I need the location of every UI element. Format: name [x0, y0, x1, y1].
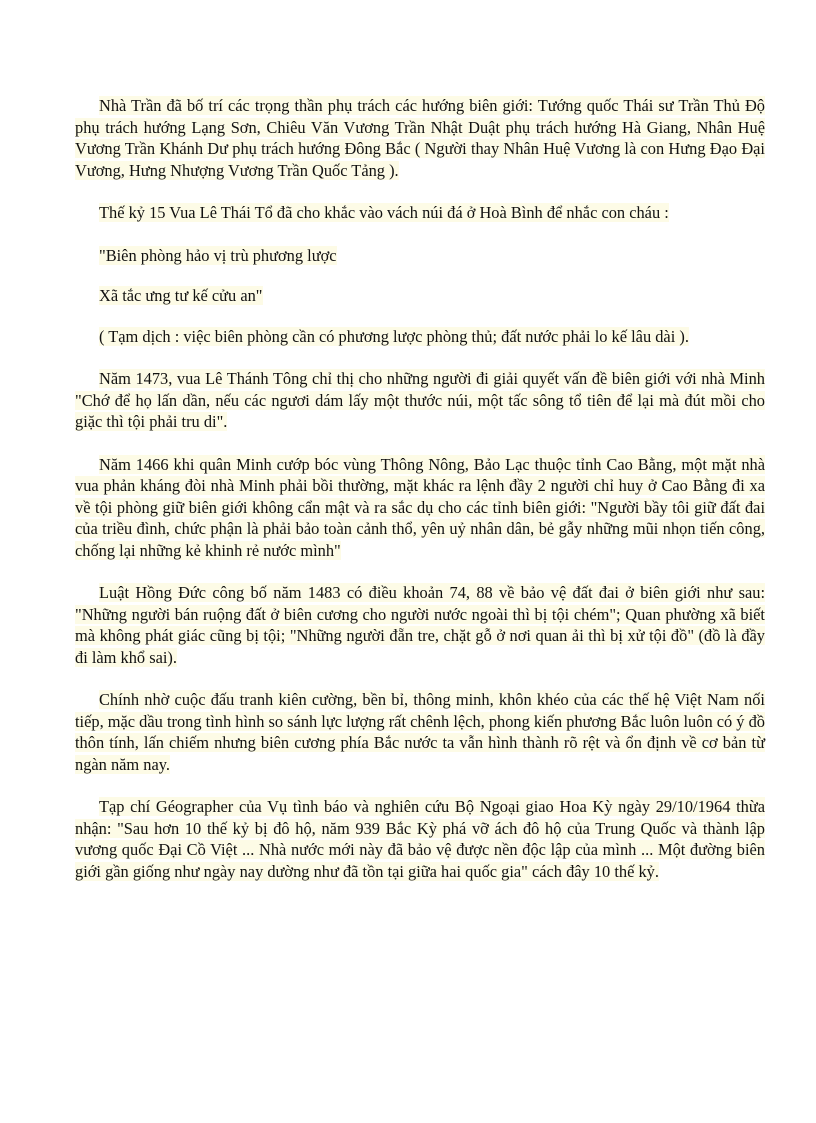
verse-line-2: Xã tắc ưng tư kế cửu an": [99, 286, 263, 305]
paragraph-border-struggle: Chính nhờ cuộc đấu tranh kiên cường, bền bỉ, thông minh, khôn khéo của các thế hệ Việt Nam nối tiếp, mặc dầu trong tình hình so sánh lực lượng rất chênh lệch, phong kiến phương Bắc luôn luôn có ý đồ thôn tính, lấn chiếm nhưng biên cương phía Bắc nước ta vẫn hình thành rõ rệt và ổn định về cơ bản từ ngàn năm nay.: [75, 690, 765, 774]
paragraph-1466-cao-bang: Năm 1466 khi quân Minh cướp bóc vùng Thông Nông, Bảo Lạc thuộc tỉnh Cao Bằng, một mặt nhà vua phản kháng đòi nhà Minh phải bồi thường, mặt khác ra lệnh đầy 2 người chỉ huy ở Cao Bằng đi xa về tội phòng giữ biên giới không cẩn mật và ra sắc dụ cho các tỉnh biên giới: "Người bầy tôi giữ đất đai của triều đình, chức phận là phải bảo toàn cảnh thổ, yên uỷ nhân dân, bẻ gẫy những mũi nhọn tiến công, chống lại những kẻ khinh rẻ nước mình": [75, 454, 765, 560]
paragraph-tran-dynasty-border-officials: Nhà Trần đã bố trí các trọng thần phụ trách các hướng biên giới: Tướng quốc Thái sư Trần Thủ Độ phụ trách hướng Lạng Sơn, Chiêu Văn Vương Trần Nhật Duật phụ trách hướng Hà Giang, Nhân Huệ Vương Trần Khánh Dư phụ trách hướng Đông Bắc ( Người thay Nhân Huệ Vương là con Hưng Đạo Đại Vương, Hưng Nhượng Vương Trần Quốc Tảng ).: [75, 96, 765, 180]
paragraph-1473-le-thanh-tong: Năm 1473, vua Lê Thánh Tông chỉ thị cho những người đi giải quyết vấn đề biên giới với nhà Minh "Chớ để họ lấn dần, nếu các ngươi dám lấy một thước núi, một tấc sông tổ tiên để lại mà đút mồi cho giặc thì tội phải tru di".: [75, 369, 765, 431]
paragraph-hong-duc-law: Luật Hồng Đức công bố năm 1483 có điều khoản 74, 88 về bảo vệ đất đai ở biên giới như sau: "Những người bán ruộng đất ở biên cương cho người nước ngoài thì bị tội chém"; Quan phường xã biết mà không phát giác cũng bị tội; "Những người đẵn tre, chặt gỗ ở nơi quan ải thì bị xử tội đồ" (đồ là đầy đi làm khổ sai).: [75, 583, 765, 667]
paragraph-le-thai-to-inscription: Thế kỷ 15 Vua Lê Thái Tổ đã cho khắc vào vách núi đá ở Hoà Bình để nhắc con cháu :: [99, 203, 669, 222]
verse-line-1: "Biên phòng hảo vị trù phương lược: [99, 245, 337, 265]
paragraph-geographer-magazine: Tạp chí Géographer của Vụ tình báo và nghiên cứu Bộ Ngoại giao Hoa Kỳ ngày 29/10/1964 thừa nhận: "Sau hơn 10 thế kỷ bị đô hộ, năm 939 Bắc Kỳ phá vỡ ách đô hộ của Trung Quốc và thành lập vương quốc Đại Cồ Việt ... Nhà nước mới này đã bảo vệ được nền độc lập của mình ... Một đường biên giới gần giống như ngày nay dường như đã tồn tại giữa hai quốc gia" cách đây 10 thế kỷ.: [75, 797, 765, 881]
paragraph-translation: ( Tạm dịch : việc biên phòng cần có phương lược phòng thủ; đất nước phải lo kế lâu dài ).: [99, 326, 689, 346]
document-body: [75, 95, 765, 903]
